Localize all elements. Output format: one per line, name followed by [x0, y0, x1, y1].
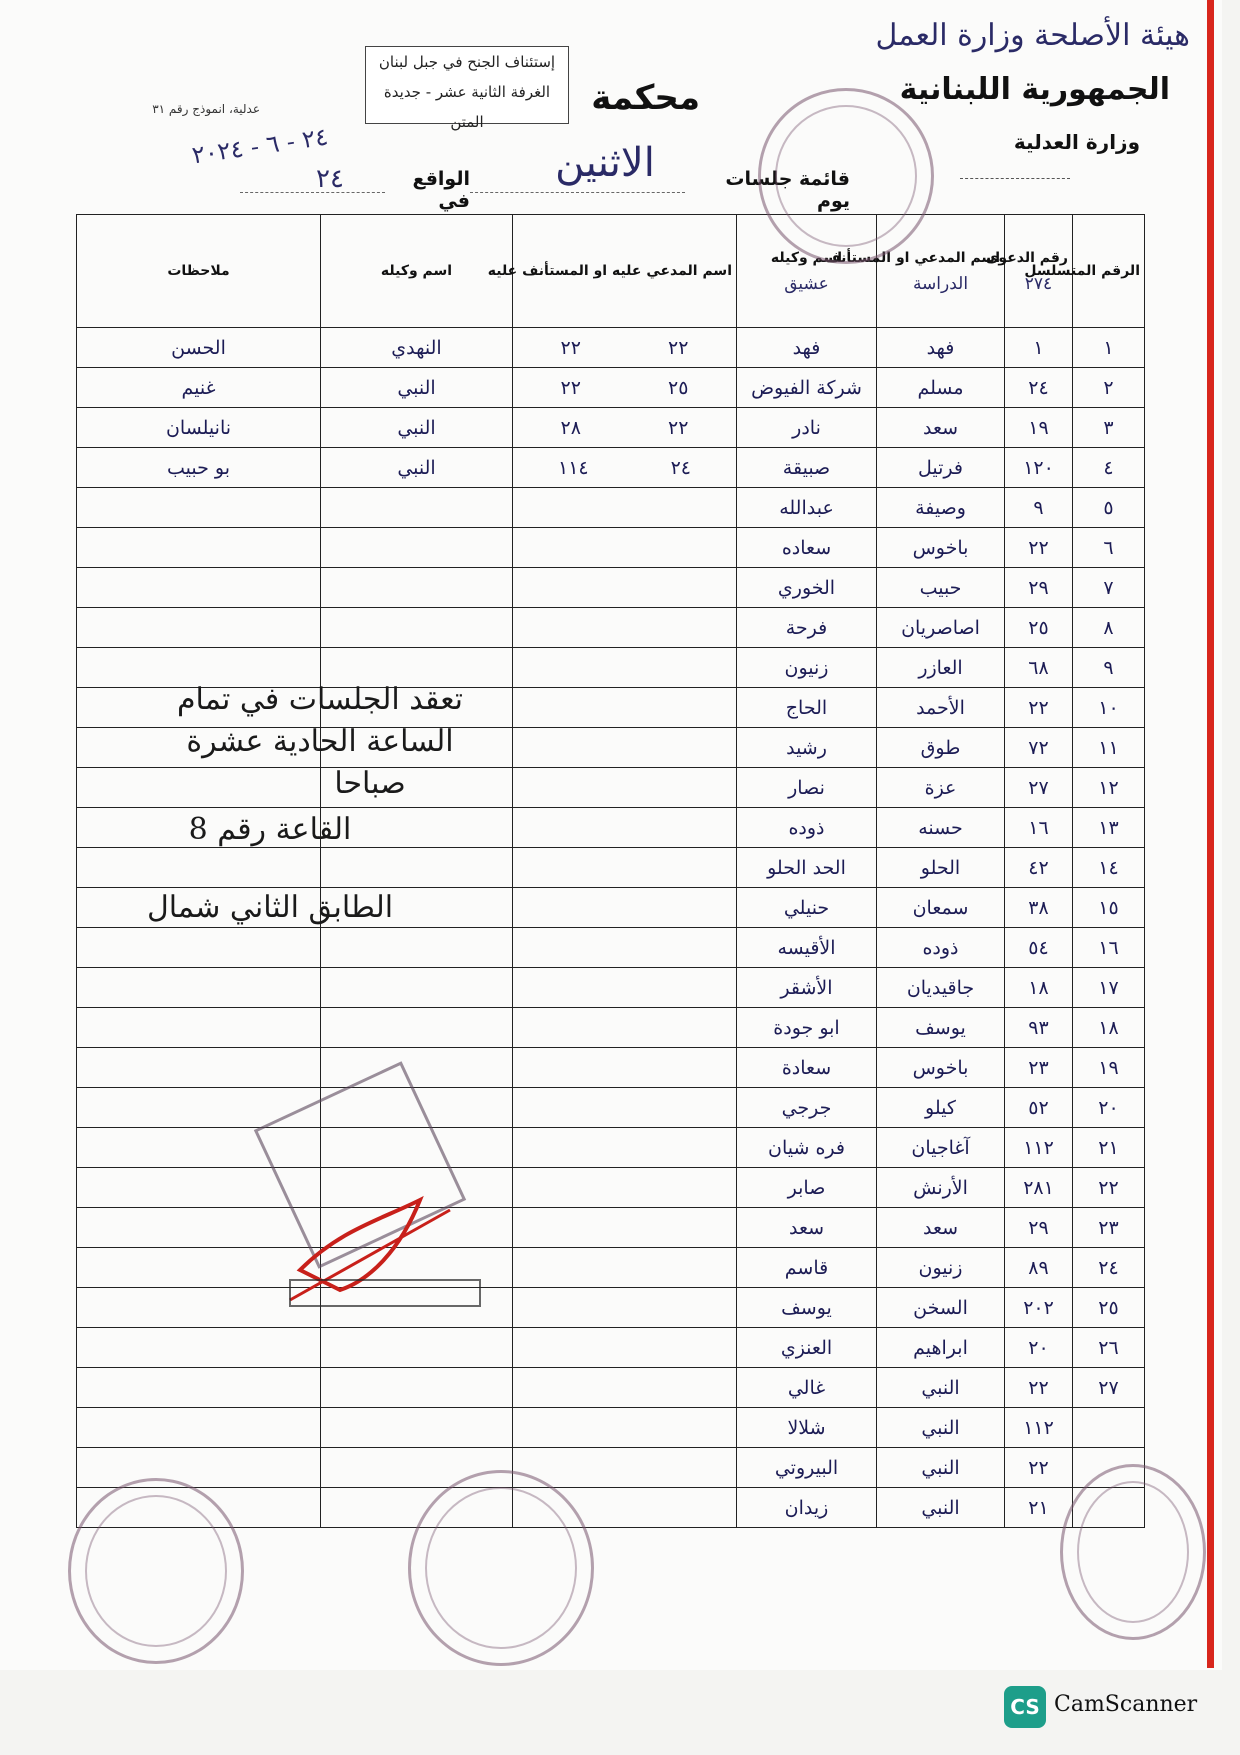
- case-number-cell: ١٨: [1005, 968, 1073, 1008]
- serial-cell: ٧: [1073, 568, 1145, 608]
- defendant-cell: [513, 368, 737, 408]
- official-seal-bottom-left: [68, 1478, 244, 1664]
- serial-cell: ٢: [1073, 368, 1145, 408]
- defendant-agent-cell: [321, 1368, 513, 1408]
- case-number-cell: ٢٠٢: [1005, 1288, 1073, 1328]
- official-seal-bottom-right: [1060, 1464, 1206, 1640]
- defendant-cell: [513, 1208, 737, 1248]
- defendant-value: ٢٨: [560, 416, 581, 439]
- table-row: [77, 448, 1145, 488]
- plaintiff-agent-cell: الحد الحلو: [737, 848, 877, 888]
- defendant-cell: [513, 1128, 737, 1168]
- notes-cell: [77, 528, 321, 568]
- table-row: [77, 1488, 1145, 1528]
- plaintiff-agent-cell: الحاج: [737, 688, 877, 728]
- defendant-value: ١١٤: [558, 456, 589, 479]
- defendant-cell: [513, 608, 737, 648]
- case-number-cell: ٢٤: [1005, 368, 1073, 408]
- camscanner-label: CamScanner: [1054, 1692, 1198, 1717]
- case-number-cell: ٢١: [1005, 1488, 1073, 1528]
- plaintiff-agent-cell: سعادة: [737, 1048, 877, 1088]
- defendant-cell: [513, 968, 737, 1008]
- case-number-cell: ٥٤: [1005, 928, 1073, 968]
- court-box-line-1: إستئناف الجنح في جبل لبنان: [378, 53, 556, 71]
- defendant-value: ٢٤: [670, 456, 692, 479]
- defendant-values: [517, 457, 732, 479]
- ministry-underline: [960, 178, 1070, 179]
- defendant-cell: [513, 568, 737, 608]
- notes-cell: بو حبيب: [77, 448, 321, 488]
- defendant-cell: [513, 448, 737, 488]
- date-label: الواقع في: [412, 168, 470, 212]
- table-row: [77, 328, 1145, 368]
- page-edge-line: [1207, 0, 1214, 1668]
- defendant-agent-cell: [321, 1008, 513, 1048]
- serial-cell: ٢٢: [1073, 1168, 1145, 1208]
- plaintiff-agent-cell: الأقيسه: [737, 928, 877, 968]
- case-number-cell: ٢٥: [1005, 608, 1073, 648]
- case-number-cell: ١٢٠: [1005, 448, 1073, 488]
- plaintiff-cell: آغاجيان: [877, 1128, 1005, 1168]
- serial-cell: ٢٧: [1073, 1368, 1145, 1408]
- header-plaintiff-agent: اسم وكيله عشيق: [737, 215, 877, 328]
- serial-cell: ١٢: [1073, 768, 1145, 808]
- header-defendant-agent: اسم وكيله: [321, 215, 513, 328]
- defendant-cell: [513, 928, 737, 968]
- defendant-agent-cell: النبي: [321, 448, 513, 488]
- serial-cell: ٨: [1073, 608, 1145, 648]
- plaintiff-cell: باخوس: [877, 528, 1005, 568]
- plaintiff-cell: مسلم: [877, 368, 1005, 408]
- plaintiff-cell: طوق: [877, 728, 1005, 768]
- camscanner-logo-icon: CS: [1004, 1686, 1046, 1728]
- defendant-values: [517, 417, 732, 439]
- defendant-agent-cell: [321, 488, 513, 528]
- case-number-cell: ٩٣: [1005, 1008, 1073, 1048]
- defendant-cell: [513, 1088, 737, 1128]
- table-row: [77, 568, 1145, 608]
- plaintiff-agent-cell: يوسف: [737, 1288, 877, 1328]
- serial-cell: ١٩: [1073, 1048, 1145, 1088]
- defendant-agent-cell: [321, 568, 513, 608]
- handwritten-top-note: هيئة الأصلحة وزارة العمل: [875, 18, 1190, 53]
- defendant-cell: [513, 1008, 737, 1048]
- case-number-cell: ٩: [1005, 488, 1073, 528]
- notes-cell: [77, 1368, 321, 1408]
- notes-cell: [77, 568, 321, 608]
- plaintiff-agent-cell: صبيقة: [737, 448, 877, 488]
- plaintiff-agent-cell: زيدان: [737, 1488, 877, 1528]
- plaintiff-cell: فرتيل: [877, 448, 1005, 488]
- plaintiff-cell: ذوده: [877, 928, 1005, 968]
- plaintiff-agent-cell: صابر: [737, 1168, 877, 1208]
- plaintiff-cell: اصاصريان: [877, 608, 1005, 648]
- court-name-box: [365, 46, 569, 131]
- defendant-cell: [513, 848, 737, 888]
- plaintiff-cell: عزة: [877, 768, 1005, 808]
- table-row: [77, 1288, 1145, 1328]
- plaintiff-agent-cell: نصار: [737, 768, 877, 808]
- plaintiff-agent-cell: شلالا: [737, 1408, 877, 1448]
- header-case-no: رقم الدعوى ٢٧٤: [1005, 215, 1073, 328]
- defendant-cell: [513, 1288, 737, 1328]
- plaintiff-agent-cell: قاسم: [737, 1248, 877, 1288]
- case-number-cell: ١٦: [1005, 808, 1073, 848]
- table-row: [77, 1008, 1145, 1048]
- plaintiff-cell: جاقيديان: [877, 968, 1005, 1008]
- table-row: [77, 528, 1145, 568]
- table-row: [77, 848, 1145, 888]
- plaintiff-cell: الأحمد: [877, 688, 1005, 728]
- serial-cell: ٢٥: [1073, 1288, 1145, 1328]
- defendant-value: ٢٢: [560, 376, 581, 399]
- case-number-cell: ٨٩: [1005, 1248, 1073, 1288]
- case-number-cell: ٤٢: [1005, 848, 1073, 888]
- table-row: [77, 1248, 1145, 1288]
- serial-cell: ٩: [1073, 648, 1145, 688]
- case-number-cell: ١٩: [1005, 408, 1073, 448]
- table-row: [77, 1368, 1145, 1408]
- plaintiff-cell: كيلو: [877, 1088, 1005, 1128]
- date-value: ٢٤: [316, 164, 344, 194]
- header-serial: الرقم المتسلسل: [1073, 215, 1145, 328]
- session-list-label: قائمة جلسات يوم: [725, 168, 850, 212]
- official-seal-bottom-middle: [408, 1470, 594, 1666]
- case-number-cell: ٢٩: [1005, 1208, 1073, 1248]
- case-number-cell: ٢٣: [1005, 1048, 1073, 1088]
- table-row: [77, 488, 1145, 528]
- plaintiff-agent-cell: الأشقر: [737, 968, 877, 1008]
- serial-cell: ٣: [1073, 408, 1145, 448]
- plaintiff-cell: سمعان: [877, 888, 1005, 928]
- case-number-cell: ٢٩: [1005, 568, 1073, 608]
- header-plaintiff-hand: الدراسة: [912, 274, 969, 294]
- plaintiff-cell: حبيب: [877, 568, 1005, 608]
- case-number-cell: ٢٧: [1005, 768, 1073, 808]
- plaintiff-cell: يوسف: [877, 1008, 1005, 1048]
- plaintiff-cell: ابراهيم: [877, 1328, 1005, 1368]
- header-plaintiff-agent-hand: عشيق: [784, 274, 829, 294]
- defendant-cell: [513, 1048, 737, 1088]
- form-reference-date: ٢٤ - ٦ - ٢٠٢٤: [190, 122, 330, 170]
- defendant-value: ٢٢: [668, 336, 689, 359]
- serial-cell: ٢٤: [1073, 1248, 1145, 1288]
- plaintiff-agent-cell: جرجي: [737, 1088, 877, 1128]
- table-row: [77, 1088, 1145, 1128]
- ministry-title: وزارة العدلية: [1013, 130, 1140, 154]
- plaintiff-cell: العازر: [877, 648, 1005, 688]
- defendant-agent-cell: النهدي: [321, 328, 513, 368]
- table-row: [77, 928, 1145, 968]
- serial-cell: ١١: [1073, 728, 1145, 768]
- serial-cell: ٢٦: [1073, 1328, 1145, 1368]
- serial-cell: ١٨: [1073, 1008, 1145, 1048]
- notes-cell: [77, 488, 321, 528]
- plaintiff-cell: حسنه: [877, 808, 1005, 848]
- notes-cell: [77, 1328, 321, 1368]
- form-reference: عدلية، انموذج رقم ٣١: [152, 102, 260, 116]
- notes-cell: غنيم: [77, 368, 321, 408]
- plaintiff-cell: النبي: [877, 1448, 1005, 1488]
- notes-cell: [77, 1008, 321, 1048]
- plaintiff-cell: وصيفة: [877, 488, 1005, 528]
- case-number-cell: ٢٠: [1005, 1328, 1073, 1368]
- case-number-cell: ٢٢: [1005, 1448, 1073, 1488]
- defendant-agent-cell: [321, 528, 513, 568]
- table-row: [77, 968, 1145, 1008]
- serial-cell: ١٥: [1073, 888, 1145, 928]
- signature-stamp-mark: [250, 1070, 510, 1330]
- table-row: [77, 368, 1145, 408]
- defendant-cell: [513, 768, 737, 808]
- case-number-cell: ١١٢: [1005, 1128, 1073, 1168]
- serial-cell: ١٤: [1073, 848, 1145, 888]
- defendant-value: ٢٥: [668, 376, 689, 399]
- table-row: [77, 1128, 1145, 1168]
- plaintiff-agent-cell: ذوده: [737, 808, 877, 848]
- defendant-values: [517, 377, 732, 399]
- notes-cell: [77, 768, 321, 808]
- defendant-cell: [513, 808, 737, 848]
- table-row: [77, 608, 1145, 648]
- serial-cell: ٤: [1073, 448, 1145, 488]
- defendant-cell: [513, 648, 737, 688]
- plaintiff-cell: الحلو: [877, 848, 1005, 888]
- plaintiff-cell: الأرنش: [877, 1168, 1005, 1208]
- table-row: [77, 1048, 1145, 1088]
- serial-cell: ١٦: [1073, 928, 1145, 968]
- date-line: [240, 192, 385, 193]
- notes-cell: [77, 848, 321, 888]
- plaintiff-agent-cell: الخوري: [737, 568, 877, 608]
- table-header-row: [77, 215, 1145, 328]
- table-row: [77, 1408, 1145, 1448]
- table-row: [77, 768, 1145, 808]
- plaintiff-agent-cell: شركة الفيوض: [737, 368, 877, 408]
- plaintiff-agent-cell: زنيون: [737, 648, 877, 688]
- plaintiff-agent-cell: فهد: [737, 328, 877, 368]
- plaintiff-agent-cell: فره شيان: [737, 1128, 877, 1168]
- sessions-table: [76, 214, 1145, 1528]
- table-row: [77, 1168, 1145, 1208]
- defendant-cell: [513, 1328, 737, 1368]
- case-number-cell: ١١٢: [1005, 1408, 1073, 1448]
- court-title: محكمة: [591, 78, 700, 118]
- case-number-cell: ٢٢: [1005, 688, 1073, 728]
- plaintiff-agent-cell: غالي: [737, 1368, 877, 1408]
- defendant-agent-cell: النبي: [321, 368, 513, 408]
- plaintiff-cell: باخوس: [877, 1048, 1005, 1088]
- plaintiff-agent-cell: نادر: [737, 408, 877, 448]
- plaintiff-cell: النبي: [877, 1488, 1005, 1528]
- defendant-cell: [513, 488, 737, 528]
- defendant-agent-cell: النبي: [321, 408, 513, 448]
- serial-cell: ١٧: [1073, 968, 1145, 1008]
- plaintiff-agent-cell: البيروتي: [737, 1448, 877, 1488]
- hall-number-note: القاعة رقم 8: [188, 812, 352, 847]
- serial-cell: ٢٣: [1073, 1208, 1145, 1248]
- case-number-cell: ٥٢: [1005, 1088, 1073, 1128]
- notes-cell: نانيلسان: [77, 408, 321, 448]
- plaintiff-agent-cell: رشيد: [737, 728, 877, 768]
- defendant-cell: [513, 528, 737, 568]
- case-number-cell: ١: [1005, 328, 1073, 368]
- plaintiff-cell: سعد: [877, 408, 1005, 448]
- case-number-cell: ٣٨: [1005, 888, 1073, 928]
- serial-cell: ١٠: [1073, 688, 1145, 728]
- defendant-value: ٢٢: [560, 336, 581, 359]
- defendant-agent-cell: [321, 608, 513, 648]
- serial-cell: ٥: [1073, 488, 1145, 528]
- session-day: الاثنين: [555, 140, 655, 186]
- defendant-cell: [513, 1408, 737, 1448]
- defendant-cell: [513, 408, 737, 448]
- case-number-cell: ٦٨: [1005, 648, 1073, 688]
- session-time-note-line1: تعقد الجلسات في تمام: [176, 682, 464, 717]
- defendant-value: ٢٢: [668, 416, 689, 439]
- plaintiff-cell: فهد: [877, 328, 1005, 368]
- official-seal-top: [758, 88, 934, 264]
- serial-cell: ١٣: [1073, 808, 1145, 848]
- plaintiff-agent-cell: حنيلي: [737, 888, 877, 928]
- notes-cell: [77, 968, 321, 1008]
- plaintiff-agent-cell: العنزي: [737, 1328, 877, 1368]
- plaintiff-cell: زنيون: [877, 1248, 1005, 1288]
- notes-cell: الحسن: [77, 328, 321, 368]
- defendant-agent-cell: [321, 928, 513, 968]
- defendant-agent-cell: [321, 1328, 513, 1368]
- serial-cell: ١: [1073, 328, 1145, 368]
- case-number-cell: ٢٢: [1005, 528, 1073, 568]
- floor-note: الطابق الثاني شمال: [146, 890, 394, 925]
- plaintiff-cell: السخن: [877, 1288, 1005, 1328]
- defendant-agent-cell: [321, 968, 513, 1008]
- defendant-cell: [513, 728, 737, 768]
- plaintiff-agent-cell: سعد: [737, 1208, 877, 1248]
- defendant-cell: [513, 688, 737, 728]
- notes-cell: [77, 928, 321, 968]
- table-body: [77, 328, 1145, 1528]
- header-case-no-hand: ٢٧٤: [1024, 274, 1053, 294]
- republic-title: الجمهورية اللبنانية: [899, 72, 1170, 107]
- session-time-note-line2: الساعة الحادية عشرة: [186, 724, 454, 759]
- plaintiff-agent-cell: عبدالله: [737, 488, 877, 528]
- case-number-cell: ٢٢: [1005, 1368, 1073, 1408]
- plaintiff-cell: النبي: [877, 1368, 1005, 1408]
- table-row: [77, 408, 1145, 448]
- table-row: [77, 1208, 1145, 1248]
- serial-cell: ٢١: [1073, 1128, 1145, 1168]
- defendant-cell: [513, 328, 737, 368]
- defendant-agent-cell: [321, 1408, 513, 1448]
- header-defendant: اسم المدعي عليه او المستأنف عليه: [513, 215, 737, 328]
- header-notes: ملاحظات: [77, 215, 321, 328]
- serial-cell: [1073, 1408, 1145, 1448]
- plaintiff-agent-cell: ابو جودة: [737, 1008, 877, 1048]
- plaintiff-agent-cell: سعاده: [737, 528, 877, 568]
- defendant-cell: [513, 1368, 737, 1408]
- plaintiff-agent-cell: فرحة: [737, 608, 877, 648]
- notes-cell: [77, 1408, 321, 1448]
- session-day-line: [470, 192, 685, 193]
- case-number-cell: ٢٨١: [1005, 1168, 1073, 1208]
- defendant-values: [517, 337, 732, 359]
- notes-cell: [77, 1448, 321, 1488]
- court-box-line-2: الغرفة الثانية عشر - جديدة المتن: [383, 83, 551, 131]
- serial-cell: ٢٠: [1073, 1088, 1145, 1128]
- defendant-agent-cell: [321, 848, 513, 888]
- defendant-cell: [513, 1168, 737, 1208]
- table-row: [77, 1448, 1145, 1488]
- serial-cell: ٦: [1073, 528, 1145, 568]
- notes-cell: [77, 608, 321, 648]
- header-plaintiff: اسم المدعي او المستأنف الدراسة: [877, 215, 1005, 328]
- session-time-note-line3: صباحا: [334, 766, 406, 801]
- case-number-cell: ٧٢: [1005, 728, 1073, 768]
- defendant-cell: [513, 1248, 737, 1288]
- table-row: [77, 1328, 1145, 1368]
- plaintiff-cell: سعد: [877, 1208, 1005, 1248]
- plaintiff-cell: النبي: [877, 1408, 1005, 1448]
- defendant-cell: [513, 888, 737, 928]
